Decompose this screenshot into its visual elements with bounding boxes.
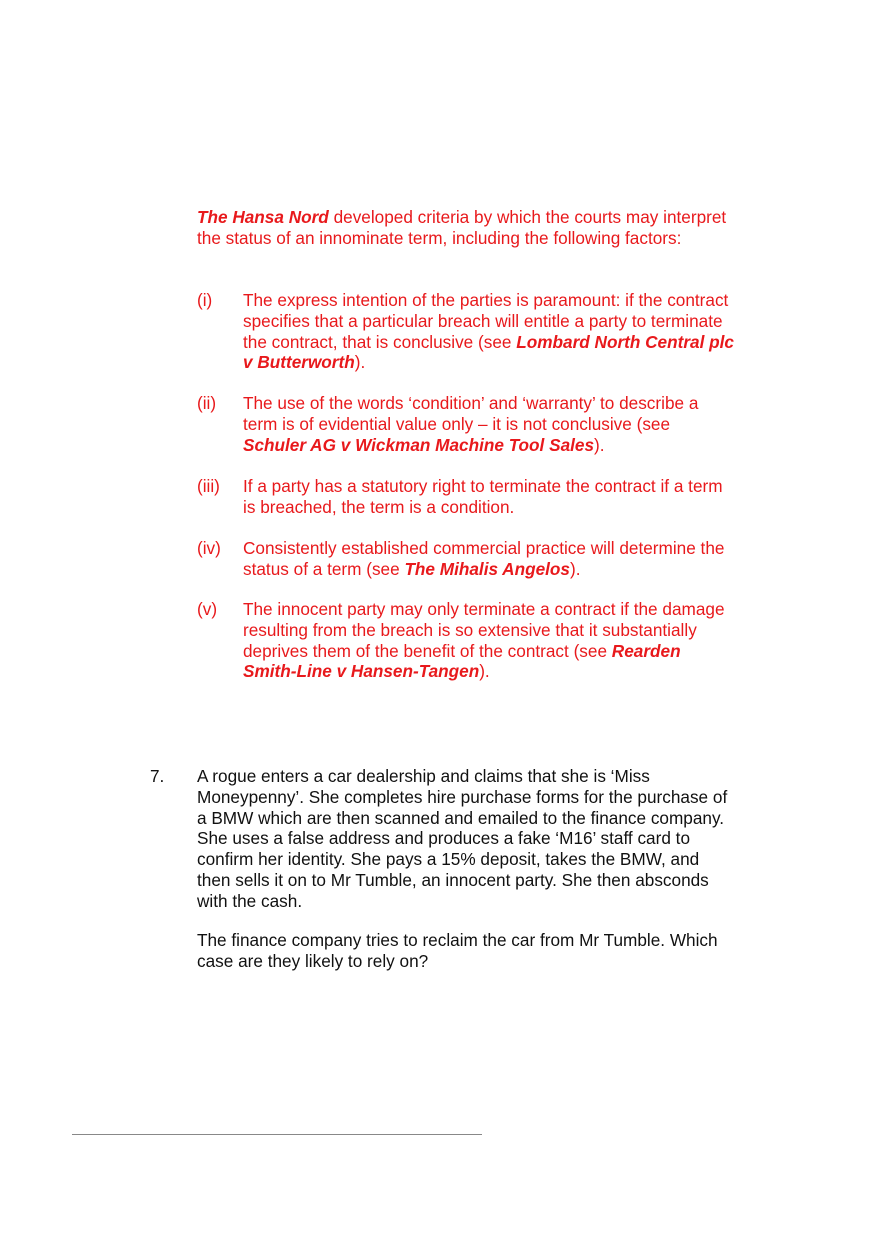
factor-number: (iv) [197,538,221,558]
factor-body-text: The express intention of the parties is paramount: if the contract specifies that a particular breach will entitle a party to terminate the contract, that is conclusive (see [243,290,729,352]
case-name: Rearden Smith-Line v Hansen-Tangen [243,640,681,682]
factor-text [243,290,737,373]
factor-text: If a party has a statutory right to terminate the contract if a term is breached, the term is a condition. [243,476,723,517]
factor-after: ). [594,434,605,455]
intro-paragraph [197,207,737,249]
question-paragraph-1: A rogue enters a car dealership and claims that she is ‘Miss Moneypenny’. She completes hire purchase forms for the purchase of a BMW which are then scanned and emailed to the finance company. She uses a false address and produces a fake ‘M16’ staff card to confirm her identity. She pays a 15% deposit, takes the BMW, and then sells it on to Mr Tumble, an innocent party. She then absconds with the cash. [197,766,728,911]
factor-after: ). [479,661,490,682]
case-name: Lombard North Central plc v Butterworth [243,331,734,373]
factor-number: (i) [197,290,213,310]
footnote-separator [72,1134,482,1135]
factor-text [243,538,737,580]
factor-body-text: The innocent party may only terminate a contract if the damage resulting from the breach is so extensive that it substantially deprives them of the benefit of the contract (see [243,599,725,661]
factor-after: ). [354,352,366,373]
factor-body-text: The use of the words ‘condition’ and ‘warranty’ to describe a term is of evidential value only – it is not conclusive (see [243,393,699,434]
factor-number: (iii) [197,476,220,496]
question-paragraph-2: The finance company tries to reclaim the car from Mr Tumble. Which case are they likely to rely on? [197,930,718,971]
factor-number: (ii) [197,393,217,413]
factor-item-v [197,599,737,682]
case-name: Schuler AG v Wickman Machine Tool Sales [243,434,595,455]
factor-body-text: Consistently established commercial practice will determine the status of a term (see [243,538,725,579]
factor-item-iii [197,476,737,518]
factor-item-iv [197,538,737,580]
factor-item-ii [197,393,737,455]
case-name: The Mihalis Angelos [404,558,570,579]
factor-text [243,599,737,682]
factor-number: (v) [197,599,218,619]
factor-item-i [197,290,737,373]
intro-text: developed criteria by which the courts may interpret the status of an innominate term, including the following factors: [197,207,727,248]
factor-text [243,393,737,455]
question-number: 7. [150,766,165,786]
case-name-hansa-nord: The Hansa Nord [197,207,329,227]
factor-after: ). [569,558,581,579]
